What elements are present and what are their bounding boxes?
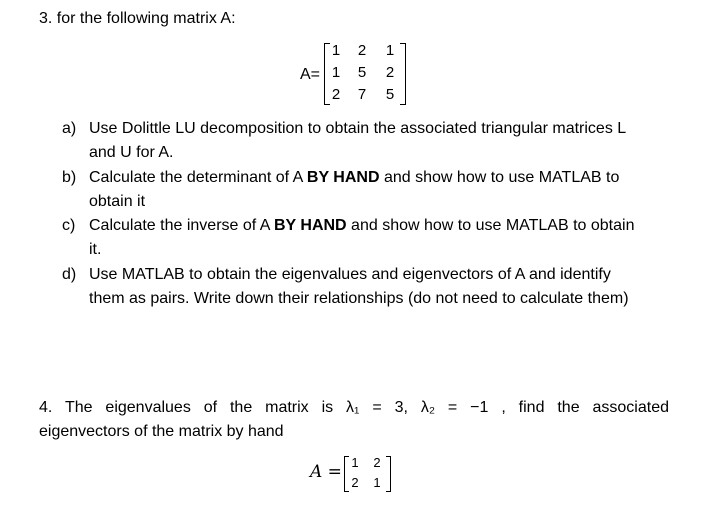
matrix-cell: 1 <box>351 455 359 470</box>
matrix-cell: 2 <box>331 86 341 103</box>
matrix-a-3x3 <box>300 40 410 106</box>
matrix-cell: 2 <box>351 475 359 490</box>
item-text-post: and show how to use MATLAB to obtain <box>346 217 635 234</box>
matrix-cell: 1 <box>331 42 341 59</box>
matrix-a-label: A= <box>300 66 321 83</box>
item-label: b) <box>62 169 77 186</box>
matrix-cell: 2 <box>385 64 395 81</box>
item-text-line1: Use MATLAB to obtain the eigenvalues and eigenvectors of A and identify <box>89 266 611 283</box>
item-text-line1 <box>89 214 679 238</box>
matrix-cell: 2 <box>373 455 381 470</box>
item-text-post: and show how to use MATLAB to <box>379 169 620 186</box>
item-text-line2: and U for A. <box>89 144 174 161</box>
matrix-cell: 5 <box>385 86 395 103</box>
item-a <box>62 117 682 165</box>
item-label: a) <box>62 120 77 137</box>
question-4-line1: 4. The eigenvalues of the matrix is λ₁ = 3, λ₂ = −1 , find the associated <box>39 399 669 416</box>
matrix-cell: 1 <box>373 475 381 490</box>
item-c <box>62 214 682 262</box>
matrix-cell: 2 <box>357 42 367 59</box>
item-d <box>62 263 682 311</box>
item-text-bold: BY HAND <box>274 217 347 234</box>
matrix-a-2x2 <box>310 452 410 496</box>
question-4 <box>39 396 669 444</box>
matrix-cell: 7 <box>357 86 367 103</box>
matrix-a-2x2-label: A = <box>310 462 342 482</box>
item-text-line2: obtain it <box>89 193 146 210</box>
matrix-cell: 1 <box>331 64 341 81</box>
matrix-cell: 1 <box>385 42 395 59</box>
matrix-cell: 5 <box>357 64 367 81</box>
item-text-line2: them as pairs. Write down their relationships (do not need to calculate them) <box>89 290 629 307</box>
item-label: c) <box>62 217 76 234</box>
item-text-pre: Calculate the determinant of A <box>89 169 307 186</box>
item-text-line1: Use Dolittle LU decomposition to obtain the associated triangular matrices L <box>89 120 627 137</box>
right-bracket <box>386 456 391 492</box>
item-text-pre: Calculate the inverse of A <box>89 217 274 234</box>
item-text-bold: BY HAND <box>306 169 380 186</box>
right-bracket <box>400 43 406 105</box>
item-label: d) <box>62 266 77 283</box>
question-4-line2: eigenvectors of the matrix by hand <box>39 423 284 440</box>
item-text-line1 <box>89 166 679 190</box>
item-b <box>62 166 682 214</box>
item-text-line2: it. <box>89 241 102 258</box>
question-3-heading: 3. for the following matrix A: <box>39 10 236 27</box>
